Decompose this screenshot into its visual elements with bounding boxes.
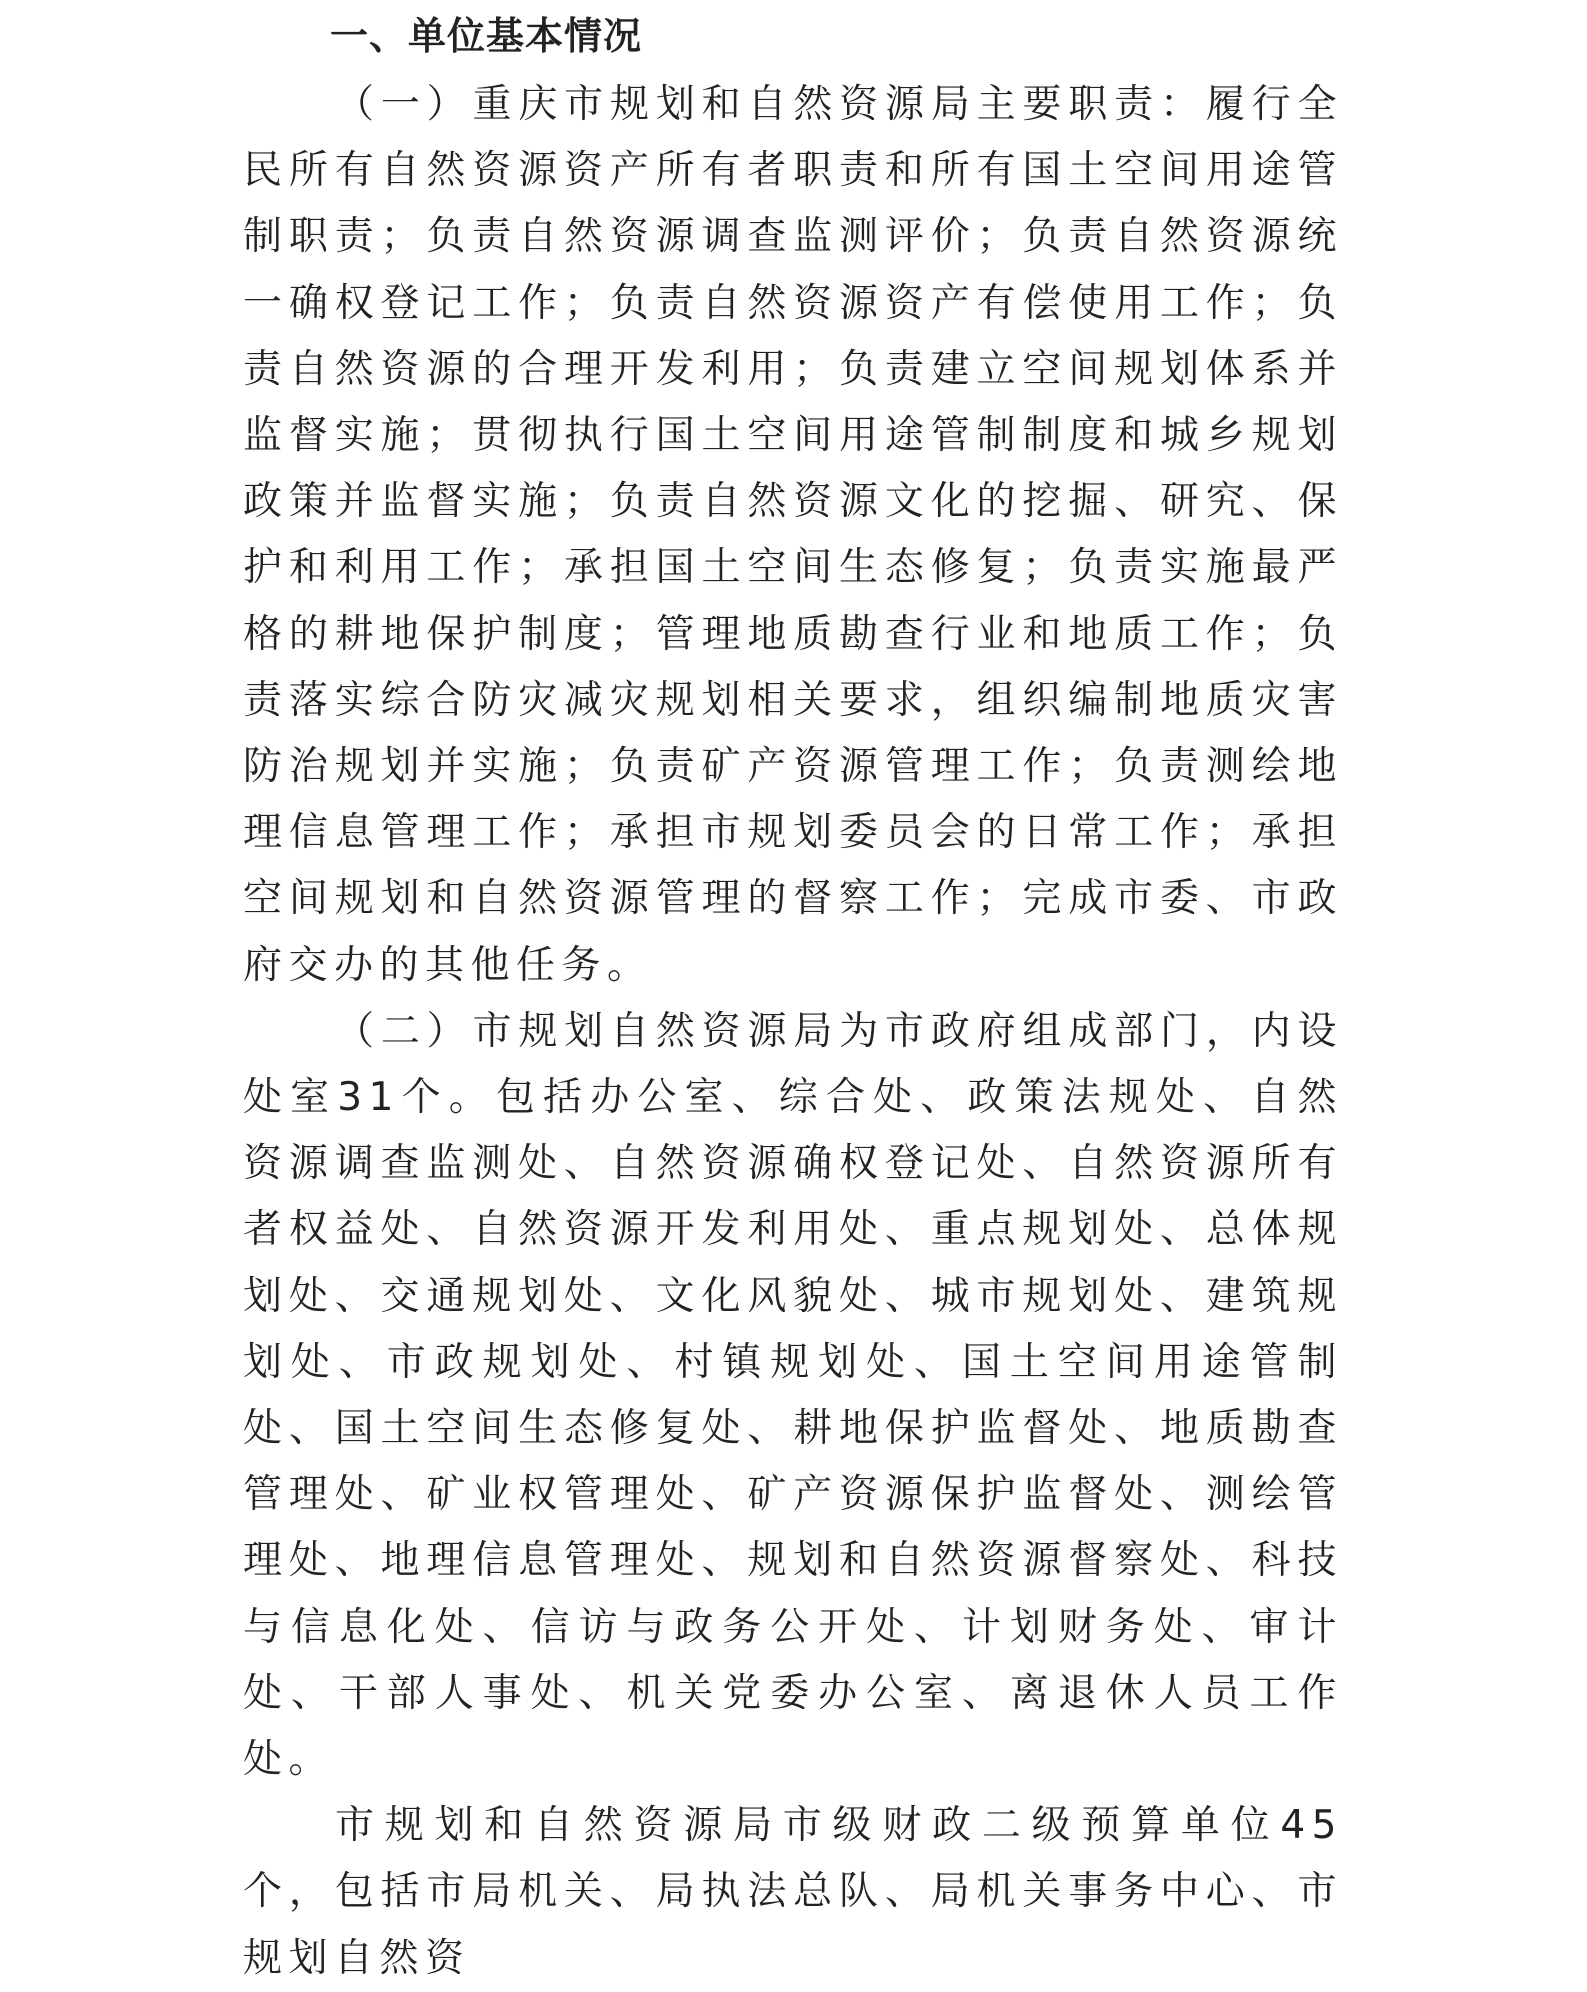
body-text — [243, 72, 1343, 1992]
paragraph-responsibilities: （一）重庆市规划和自然资源局主要职责：履行全民所有自然资源资产所有者职责和所有国土空间用途管制职责；负责自然资源调查监测评价；负责自然资源统一确权登记工作；负责自然资源资产有偿使用工作；负责自然资源的合理开发利用；负责建立空间规划体系并监督实施；贯彻执行国土空间用途管制制度和城乡规划政策并监督实施；负责自然资源文化的挖掘、研究、保护和利用工作；承担国土空间生态修复；负责实施最严格的耕地保护制度；管理地质勘查行业和地质工作；负责落实综合防灾减灾规划相关要求，组织编制地质灾害防治规划并实施；负责矿产资源管理工作；负责测绘地理信息管理工作；承担市规划委员会的日常工作；承担空间规划和自然资源管理的督察工作；完成市委、市政府交办的其他任务。 — [243, 82, 1343, 988]
section-heading: 一、单位基本情况 — [330, 14, 643, 58]
paragraph-budget-units: 市规划和自然资源局市级财政二级预算单位45个，包括市局机关、局执法总队、局机关事务中心、市规划自然资 — [243, 1803, 1343, 1981]
paragraph-departments: （二）市规划自然资源局为市政府组成部门，内设处室31个。包括办公室、综合处、政策法规处、自然资源调查监测处、自然资源确权登记处、自然资源所有者权益处、自然资源开发利用处、重点规划处、总体规划处、交通规划处、文化风貌处、城市规划处、建筑规划处、市政规划处、村镇规划处、国土空间用途管制处、国土空间生态修复处、耕地保护监督处、地质勘查管理处、矿业权管理处、矿产资源保护监督处、测绘管理处、地理信息管理处、规划和自然资源督察处、科技与信息化处、信访与政务公开处、计划财务处、审计处、干部人事处、机关党委办公室、离退休人员工作处。 — [243, 1008, 1343, 1783]
